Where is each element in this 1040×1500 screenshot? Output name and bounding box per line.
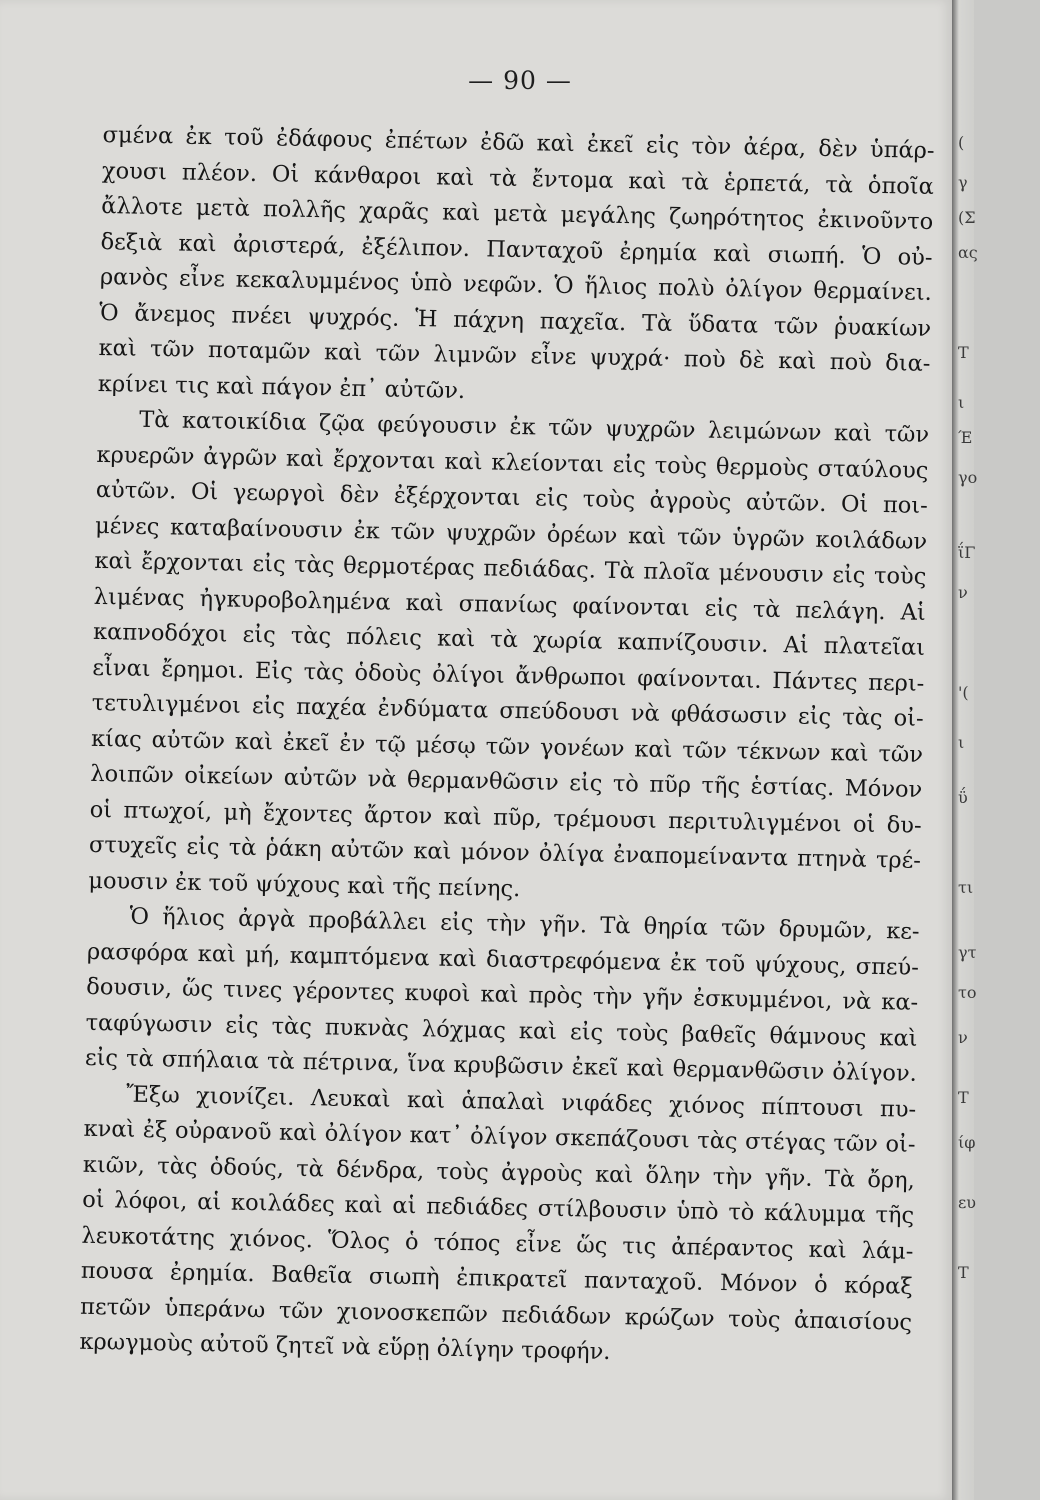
facing-page-fragment: ν	[958, 1028, 968, 1047]
facing-page-fragment: (	[958, 133, 965, 152]
text-line: ἄλλοτε μετὰ πολλῆς χαρᾶς καὶ μετὰ μεγάλης ζωηρότητος ἐκινοῦντο	[101, 192, 934, 235]
text-line: Ὁ ἥλιος ἀργὰ προβάλλει εἰς τὴν γῆν. Τὰ θηρία τῶν δρυμῶν, κε-	[129, 903, 920, 945]
text-line: οἱ πτωχοί, μὴ ἔχοντες ἄρτον καὶ πῦρ, τρέμουσι περιτυλιγμένοι οἱ δυ-	[89, 796, 922, 839]
text-line: Τὰ κατοικίδια ζῷα φεύγουσιν ἐκ τῶν ψυχρῶν λειμώνων καὶ τῶν	[138, 406, 930, 448]
text-line: κναὶ ἐξ οὐρανοῦ καὶ ὀλίγον κατ᾽ ὀλίγον σκεπάζουσι τὰς στέγας τῶν οἰ-	[83, 1115, 916, 1158]
text-line: αὐτῶν. Οἱ γεωργοὶ δὲν ἐξέρχονται εἰς τοὺς ἀγροὺς αὐτῶν. Οἱ ποι-	[95, 476, 928, 519]
facing-page-fragment: ι	[958, 393, 965, 412]
text-line: κρωγμοὺς αὐτοῦ ζητεῖ νὰ εὕρῃ ὀλίγην τροφήν.	[79, 1328, 611, 1365]
facing-page-fragment: Τ	[958, 1088, 969, 1107]
facing-page-fragment: ας	[958, 243, 978, 262]
facing-page-fragment: τι	[958, 878, 974, 897]
facing-page-fragment: ευ	[958, 1193, 977, 1212]
text-line: ρανὸς εἶνε κεκαλυμμένος ὑπὸ νεφῶν. Ὁ ἥλιος πολὺ ὀλίγον θερμαίνει.	[99, 263, 933, 306]
facing-page-fragment: ίφ	[958, 1133, 976, 1152]
facing-page-fragment: ι	[958, 733, 965, 752]
text-line: μουσιν ἐκ τοῦ ψύχους καὶ τῆς πείνης.	[88, 867, 521, 902]
paragraph-1	[98, 118, 935, 418]
text-line: σμένα ἐκ τοῦ ἐδάφους ἐπέτων ἐδῶ καὶ ἐκεῖ εἰς τὸν ἀέρα, δὲν ὑπάρ-	[102, 121, 935, 164]
facing-page-fragment: Τ	[958, 1263, 969, 1282]
text-line: Ὁ ἄνεμος πνέει ψυχρός. Ἡ πάχνη παχεῖα. Τὰ ὕδατα τῶν ῥυακίων	[99, 299, 932, 342]
text-line: εἶναι ἔρημοι. Εἰς τὰς ὁδοὺς ὀλίγοι ἄνθρωποι φαίνονται. Πάντες περι-	[92, 654, 925, 697]
facing-page-fragment: το	[958, 983, 977, 1002]
facing-page-fragment: Έ	[958, 428, 973, 447]
text-line: λευκοτάτης χιόνος. Ὅλος ὁ τόπος εἶνε ὥς τις ἀπέραντος καὶ λάμ-	[81, 1222, 914, 1265]
text-line: ρασφόρα καὶ μή, καμπτόμενα καὶ διαστρεφόμενα ἐκ τοῦ ψύχους, σπεύ-	[86, 938, 920, 981]
text-line: καὶ ἔρχονται εἰς τὰς θερμοτέρας πεδιάδας. Τὰ πλοῖα μένουσιν εἰς τοὺς	[94, 547, 927, 590]
text-line: καὶ τῶν ποταμῶν καὶ τῶν λιμνῶν εἶνε ψυχρά· ποὺ δὲ καὶ ποὺ δια-	[98, 334, 931, 377]
facing-page-fragment: (Σ	[958, 208, 976, 227]
text-line: κρίνει τις καὶ πάγον ἐπ᾽ αὐτῶν.	[97, 370, 466, 404]
text-line: Ἔξω χιονίζει. Λευκαὶ καὶ ἁπαλαὶ νιφάδες χιόνος πίπτουσι πυ-	[126, 1081, 917, 1123]
text-line: ταφύγωσιν εἰς τὰς πυκνὰς λόχμας καὶ εἰς τοὺς βαθεῖς θάμνους καὶ	[85, 1009, 918, 1052]
text-line: καπνοδόχοι εἰς τὰς πόλεις καὶ τὰ χωρία καπνίζουσιν. Αἱ πλατεῖαι	[92, 618, 926, 661]
facing-page-edge	[952, 0, 978, 1500]
facing-page-fragment: T	[958, 343, 969, 362]
text-line: λοιπῶν οἰκείων αὐτῶν νὰ θερμανθῶσιν εἰς τὸ πῦρ τῆς ἑστίας. Μόνον	[90, 760, 923, 803]
text-line: δουσιν, ὥς τινες γέροντες κυφοὶ καὶ πρὸς τὴν γῆν ἐσκυμμένοι, νὰ κα-	[86, 973, 919, 1016]
facing-page-fragment: γτ	[958, 943, 977, 962]
text-line: τετυλιγμένοι εἰς παχέα ἐνδύματα σπεύδουσι νὰ φθάσωσιν εἰς τὰς οἰ-	[91, 689, 924, 732]
text-line: κιῶν, τὰς ὁδούς, τὰ δένδρα, τοὺς ἀγροὺς καὶ ὅλην τὴν γῆν. Τὰ ὄρη,	[82, 1151, 916, 1194]
text-line: πουσα ἐρημία. Βαθεῖα σιωπὴ ἐπικρατεῖ πανταχοῦ. Μόνον ὁ κόραξ	[80, 1257, 913, 1300]
body-text	[79, 118, 935, 1376]
facing-page-fragment: ΰ	[958, 788, 968, 807]
page-number: — 90 —	[468, 66, 572, 95]
facing-page-fragment: '(	[958, 683, 969, 702]
text-line: χουσι πλέον. Οἱ κάνθαροι καὶ τὰ ἔντομα καὶ τὰ ἑρπετά, τὰ ὁποῖα	[101, 157, 935, 200]
text-line: κίας αὐτῶν καὶ ἐκεῖ ἐν τῷ μέσῳ τῶν γονέων καὶ τῶν τέκνων καὶ τῶν	[90, 725, 924, 768]
facing-page-fragment: ΐΓ	[958, 543, 976, 562]
text-line: εἰς τὰ σπήλαια τὰ πέτρινα, ἵνα κρυβῶσιν ἐκεῖ καὶ θερμανθῶσιν ὀλίγον.	[84, 1044, 918, 1087]
paragraph-2	[88, 402, 929, 915]
text-line: μένες καταβαίνουσιν ἐκ τῶν ψυχρῶν ὀρέων καὶ τῶν ὑγρῶν κοιλάδων	[94, 512, 928, 555]
text-line: κρυερῶν ἀγρῶν καὶ ἔρχονται καὶ κλείονται εἰς τοὺς θερμοὺς σταύλους	[96, 441, 929, 484]
text-line: πετῶν ὑπεράνω τῶν χιονοσκεπῶν πεδιάδων κρώζων τοὺς ἀπαισίους	[79, 1293, 913, 1336]
text-line: λιμένας ἠγκυροβολημένα καὶ σπανίως φαίνονται εἰς τὰ πελάγη. Αἱ	[93, 583, 926, 626]
paragraph-3	[85, 899, 920, 1092]
text-line: δεξιὰ καὶ ἀριστερά, ἐξέλιπον. Πανταχοῦ ἐρημία καὶ σιωπή. Ὁ οὐ-	[100, 228, 933, 271]
text-line: στυχεῖς εἰς τὰ ῥάκη αὐτῶν καὶ μόνον ὀλίγα ἐναπομείναντα πτηνὰ τρέ-	[88, 831, 922, 874]
paragraph-4	[79, 1076, 916, 1376]
facing-page-fragment: γ	[958, 173, 968, 192]
facing-page-fragment: ν	[958, 583, 968, 602]
facing-page-fragment: γο	[958, 468, 978, 487]
text-line: οἱ λόφοι, αἱ κοιλάδες καὶ αἱ πεδιάδες στίλβουσιν ὑπὸ τὸ κάλυμμα τῆς	[81, 1186, 915, 1229]
